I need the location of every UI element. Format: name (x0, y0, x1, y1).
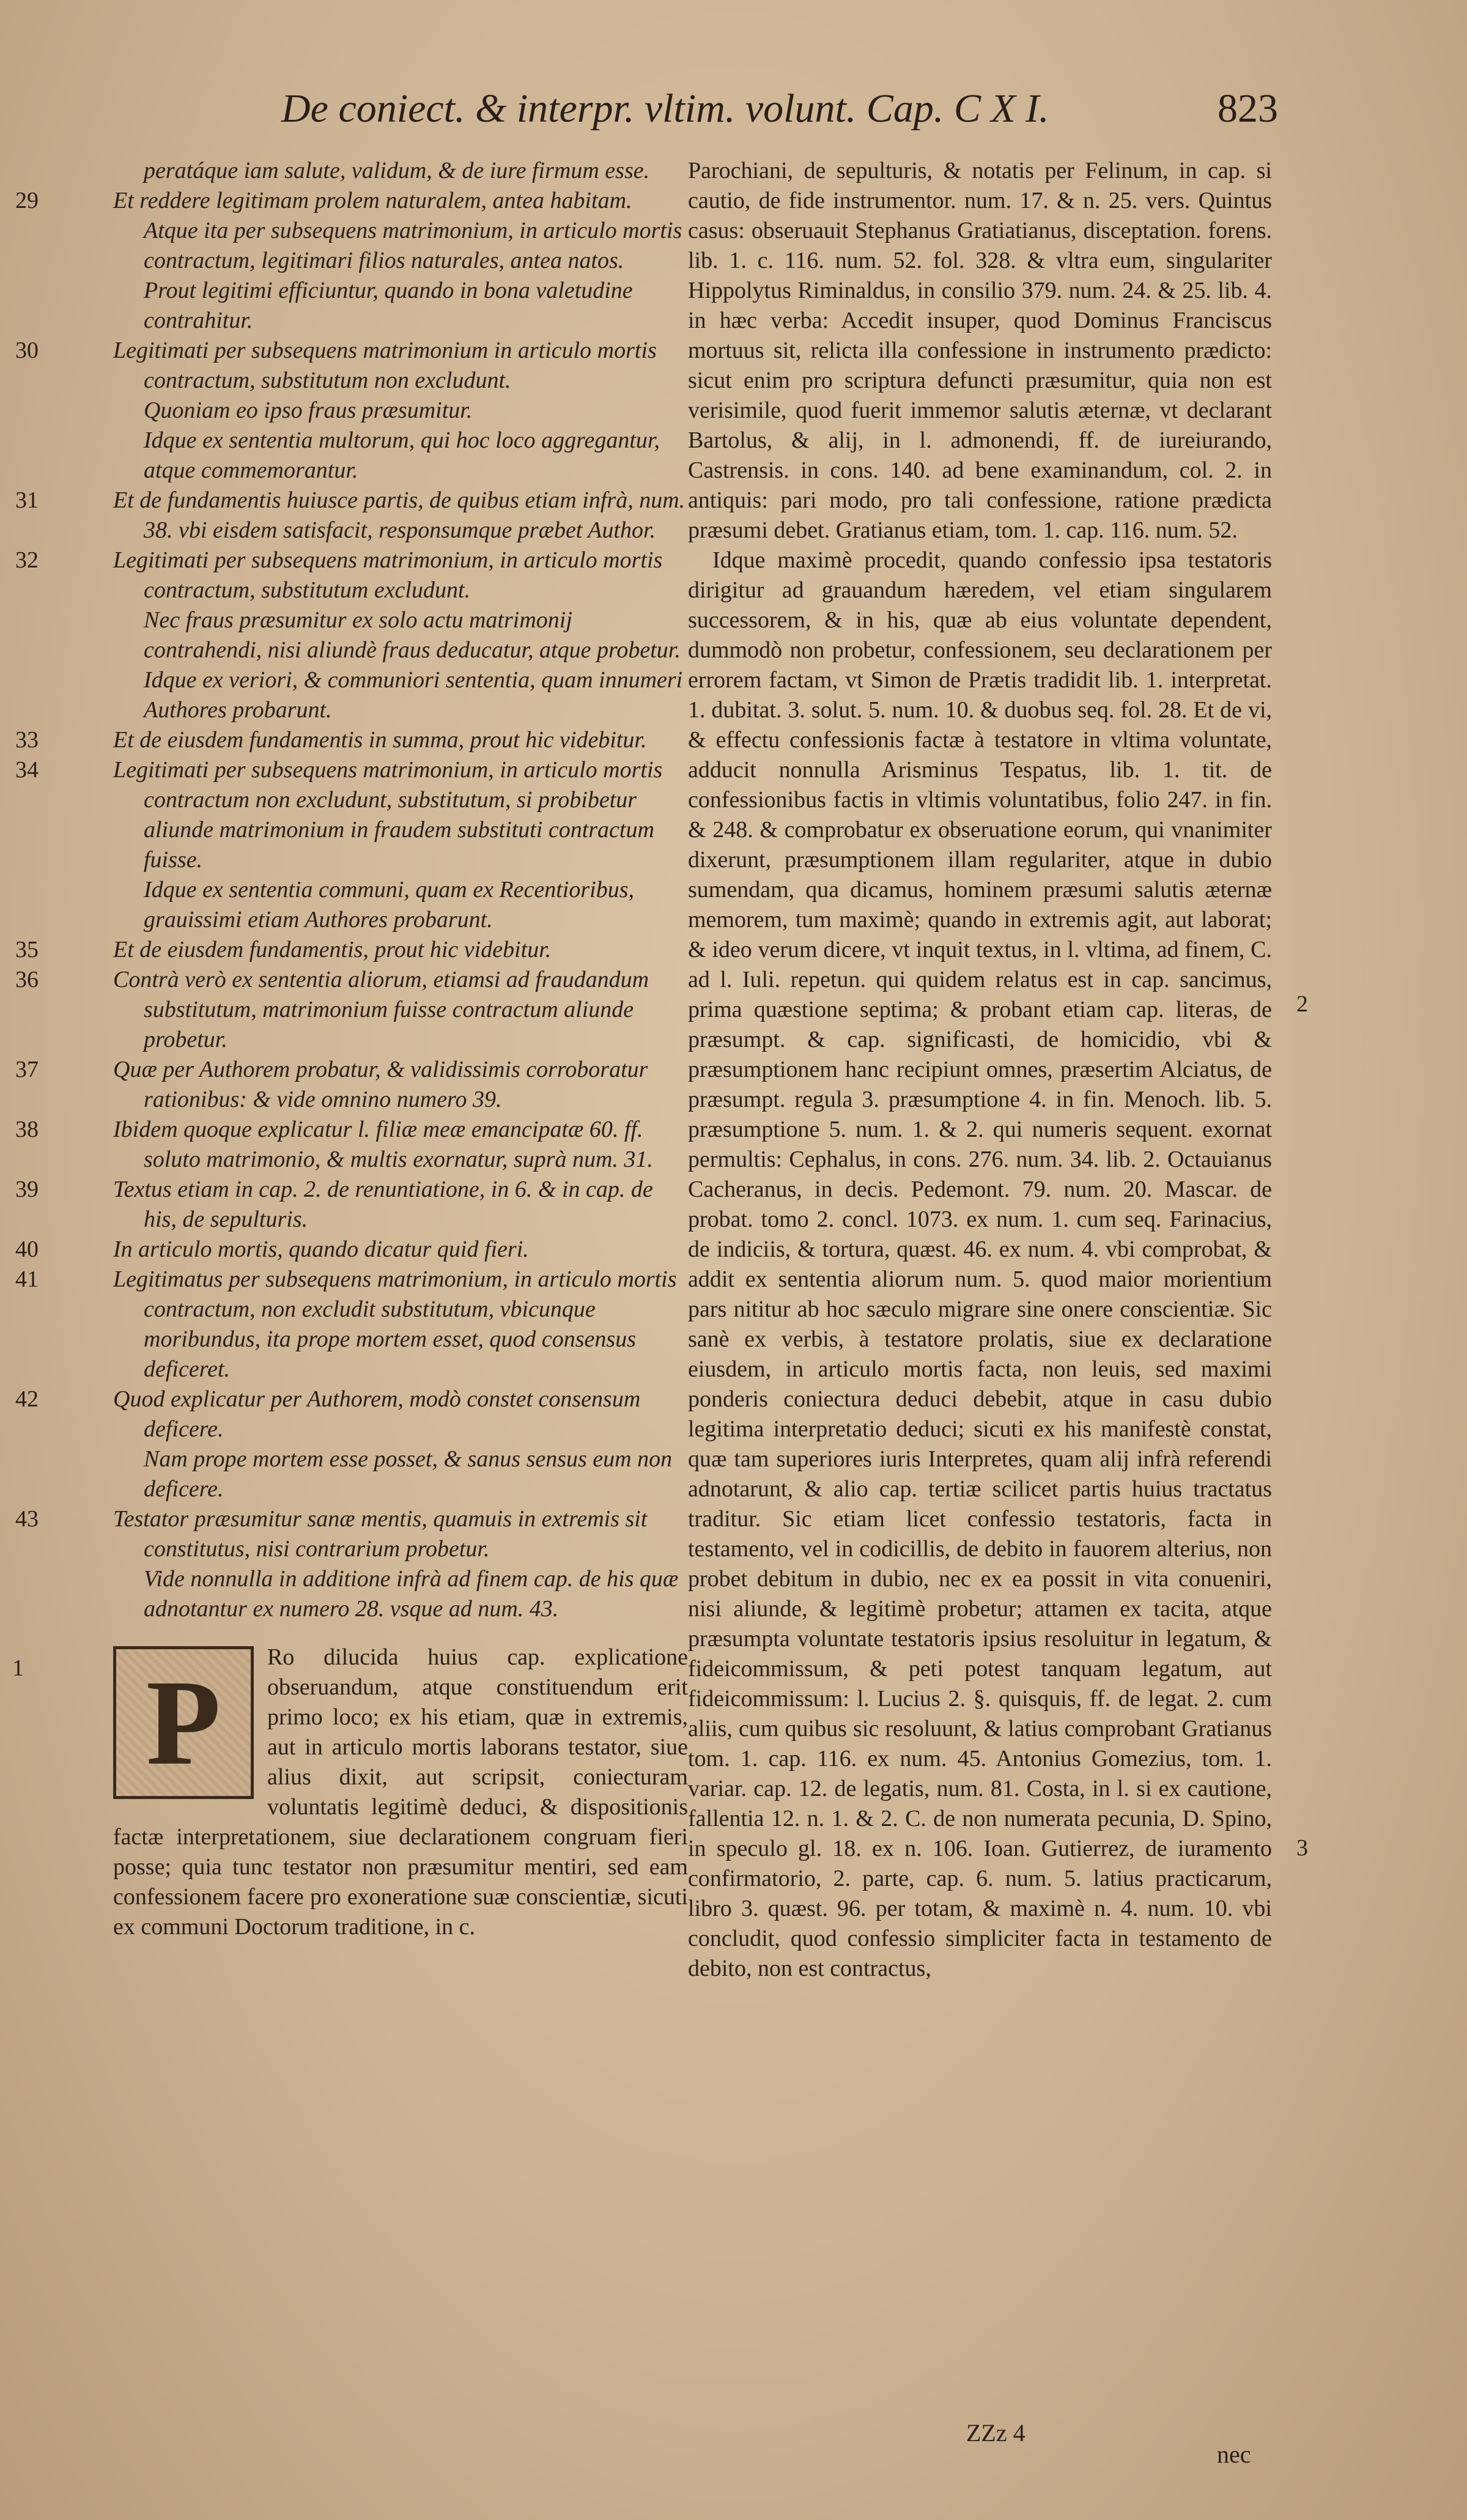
summary-text: Testator præsumitur sanæ mentis, quamuis in extremis sit constitutus, nisi contrarium probetur. (113, 1506, 648, 1562)
summary-list (15, 156, 688, 1624)
summary-text: Prout legitimi efficiuntur, quando in bona valetudine contrahitur. (144, 278, 633, 333)
running-header (263, 79, 1278, 147)
catchword: nec (1217, 2441, 1251, 2468)
summary-entry: 30 Legitimati per subsequens matrimonium in articulo mortis contractum, substitutum non excludunt. (15, 338, 657, 393)
summary-entry: 40 In articulo mortis, quando dicatur quid fieri. (15, 1236, 529, 1262)
summary-entry: 38 Ibidem quoque explicatur l. filiæ meæ emancipatæ 60. ff. soluto matrimonio, & multis exornatur, suprà num. 31. (15, 1117, 653, 1172)
summary-entry: 29 Et reddere legitimam prolem naturalem, antea habitam. (15, 188, 632, 213)
summary-entry: 43 Testator præsumitur sanæ mentis, quamuis in extremis sit constitutus, nisi contrarium probetur. (15, 1506, 648, 1562)
summary-entry: 42 Quod explicatur per Authorem, modò constet consensum deficere. (15, 1386, 641, 1442)
summary-entry: 37 Quæ per Authorem probatur, & validissimis corroboratur rationibus: & vide omnino numero 39. (15, 1057, 648, 1112)
body-paragraph: Parochiani, de sepulturis, & notatis per Felinum, in cap. si cautio, de fide instrumentor. num. 17. & n. 25. vers. Quintus casus: obseruauit Stephanus Gratiatianus, disceptation. forens. lib. 1. c. 116. num. 52. fol. 328. & vltra eum, singulariter Hippolytus Riminaldus, in consilio 379. num. 24. & 25. lib. 4. in hæc verba: Accedit insuper, quod Dominus Franciscus mortuus sit, relicta illa confessione in instrumento prædicto: sicut enim pro scriptura defuncti præsumitur, quia non est verisimile, quod fuerit immemor salutis æternæ, vt declarant Bartolus, & alij, in l. admonendi, ff. de iureiurando, Castrensis. in cons. 140. ad bene examinandum, col. 2. in antiquis: pari modo, pro tali confessione, ratione prædicta præsumi debet. Gratianus etiam, tom. 1. cap. 116. num. 52. (688, 158, 1272, 543)
summary-entry: 32 Legitimati per subsequens matrimonium, in articulo mortis contractum, substitutum excludunt. (15, 547, 663, 603)
left-column (12, 156, 688, 1942)
summary-entry (113, 605, 688, 665)
margin-number: 2 (1296, 991, 1308, 1017)
summary-entry: 31 Et de fundamentis huiusce partis, de quibus etiam infrà, num. 38. vbi eisdem satisfacit, responsumque præbet Author. (15, 487, 685, 543)
summary-text: Et de eiusdem fundamentis in summa, prout hic videbitur. (113, 727, 647, 753)
summary-entry (113, 426, 688, 486)
summary-text: Vide nonnulla in additione infrà ad finem cap. de his quæ adnotantur ex numero 28. vsque ad num. 43. (144, 1566, 679, 1622)
signature-mark: ZZz 4 (966, 2419, 1025, 2447)
summary-text: Ibidem quoque explicatur l. filiæ meæ emancipatæ 60. ff. soluto matrimonio, & multis exornatur, suprà num. 31. (113, 1117, 653, 1172)
summary-text: Idque ex veriori, & communiori sententia, quam innumeri Authores probarunt. (144, 667, 683, 723)
summary-entry: 36 Contrà verò ex sententia aliorum, etiamsi ad fraudandum substitutum, matrimonium fuisse contractum aliunde probetur. (15, 967, 649, 1052)
summary-text: Legitimati per subsequens matrimonium in articulo mortis contractum, substitutum non excludunt. (113, 338, 657, 393)
summary-text: Nam prope mortem esse posset, & sanus sensus eum non deficere. (144, 1446, 673, 1502)
summary-entry (113, 1444, 688, 1504)
summary-text: Atque ita per subsequens matrimonium, in articulo mortis contractum, legitimari filios naturales, antea natos. (144, 218, 682, 273)
summary-text: Nec fraus præsumitur ex solo actu matrimonij contrahendi, nisi aliundè fraus deducatur, atque probetur. (144, 607, 681, 663)
summary-text: Et de eiusdem fundamentis, prout hic videbitur. (113, 937, 552, 963)
summary-text: Contrà verò ex sententia aliorum, etiamsi ad fraudandum substitutum, matrimonium fuisse contractum aliunde probetur. (113, 967, 649, 1052)
margin-number: 3 (1296, 1835, 1308, 1861)
body-paragraph: Ro dilucida huius cap. explicatione obseruandum, atque constituendum erit primo loco; ex his etiam, quæ in extremis, aut in articulo mortis laborans testator, siue alius dixit, aut scripsit, coniecturam voluntatis legitimè deduci, & dispositionis factæ interpretationem, siue declarationem congruam fieri posse; quia tunc testator non præsumitur mentiri, sed eam confessionem facere pro exoneratione suæ conscientiæ, sicuti ex communi Doctorum traditione, in c. (113, 1644, 688, 1940)
summary-text: Quoniam eo ipso fraus præsumitur. (144, 397, 473, 423)
summary-text: Legitimati per subsequens matrimonium, in articulo mortis contractum, substitutum excludunt. (113, 547, 663, 603)
summary-text: Textus etiam in cap. 2. de renuntiatione, in 6. & in cap. de his, de sepulturis. (113, 1177, 653, 1232)
margin-number: 1 (12, 1655, 24, 1681)
summary-entry (113, 665, 688, 725)
right-column (688, 156, 1308, 1984)
summary-text: Et reddere legitimam prolem naturalem, antea habitam. (113, 188, 632, 213)
summary-entry: 41 Legitimatus per subsequens matrimonium, in articulo mortis contractum, non excludit substitutum, vbicunque moribundus, ita prope mortem esset, quod consensus deficeret. (15, 1266, 677, 1382)
body-paragraph: Idque maximè procedit, quando confessio ipsa testatoris dirigitur ad grauandum hæredem, vel etiam singularem successorem, & in his, quæ ab eius voluntate dependent, dummodò non probetur, confessionem, seu declarationem per errorem factam, vt Simon de Prætis tradidit lib. 1. interpretat. 1. dubitat. 3. solut. 5. num. 10. & duobus seq. fol. 28. Et de vi, & effectu confessionis factæ à testatore in vltima voluntate, adducit nonnulla Arisminus Tespatus, lib. 1. tit. de confessionibus factis in vltimis voluntatibus, folio 247. in fin. & 248. & comprobatur ex obseruatione eorum, qui vnanimiter dixerunt, præsumptionem illam regulariter, atque in dubio sumendam, qua dicamus, hominem præsumi salutis æternæ memorem, tum maximè; quando in extremis agit, aut laborat; & ideo verum dicere, vt inquit textus, in l. vltima, ad finem, C. ad l. Iuli. repetun. qui quidem relatus est in cap. sancimus, prima quæstione septima; & probant etiam cap. literas, de præsumpt. & cap. significasti, de homicidio, vbi & præsumptionem hanc recipiunt omnes, præsertim Alciatus, de præsumpt. regula 3. præsumptione 4. in fin. Menoch. lib. 5. præsumptione 5. num. 1. & 2. qui numeris sequent. exornat permultis: Cephalus, in cons. 276. num. 34. lib. 2. Octauianus Cacheranus, in decis. Pedemont. 79. num. 20. Mascar. de probat. tomo 2. concl. 1073. ex num. 1. cum seq. Farinacius, de indiciis, & tortura, quæst. 46. ex num. 4. vbi comprobat, & addit ex sententia aliorum num. 5. quod maior morientium pars nititur ab hoc sæculo migrare sine onere conscientiæ. Sic sanè ex verbis, à testatore prolatis, siue ex declaratione eiusdem, in articulo mortis facta, non leuis, sed maximi ponderis coniectura deduci debebit, atque in casu dubio legitima interpretatio deduci; sicuti ex his manifestè constat, quæ tam superiores iuris Interpretes, quam alij infrà referendi adnotarunt, & alio cap. tertiæ scilicet partis huius tractatus traditur. Sic etiam licet confessio testatoris, facta in testamento, vel in codicillis, de debito in fauorem alterius, non probet debitum in dubio, nec ex ea possit in vita conueniri, nisi aliunde, & legitimè probetur; attamen ex tacita, atque præsumpta voluntate testatoris ipsius resoluitur in legatum, & fideicommissum, & peti potest tanquam legatum, aut fideicommissum: l. Lucius 2. §. quisquis, ff. de legat. 2. cum aliis, cum quibus sic resoluunt, & latius comprobant Gratianus tom. 1. cap. 116. ex num. 45. Antonius Gomezius, tom. 1. variar. cap. 12. de legatis, num. 81. Costa, in l. si ex cautione, fallentia 12. n. 1. & 2. C. de non numerata pecunia, D. Spino, in speculo gl. 18. ex n. 106. Ioan. Gutierrez, de iuramento confirmatorio, 2. parte, cap. 6. num. 5. latius practicarum, libro 3. quæst. 96. per totam, & maximè n. 4. num. 10. vbi concludit, quod confessio simpliciter facta in testamento de debito, non est contractus, (688, 547, 1272, 1981)
summary-text: peratáque iam salute, validum, & de iure firmum esse. (144, 158, 650, 183)
summary-text: In articulo mortis, quando dicatur quid fieri. (113, 1236, 529, 1262)
summary-entry (113, 875, 688, 935)
summary-text: Idque ex sententia multorum, qui hoc loco aggregantur, atque commemorantur. (144, 427, 660, 483)
decorated-initial: P (113, 1646, 254, 1799)
summary-text: Et de fundamentis huiusce partis, de quibus etiam infrà, num. 38. vbi eisdem satisfacit, responsumque præbet Author. (113, 487, 685, 543)
left-body (12, 1642, 688, 1942)
summary-text: Idque ex sententia communi, quam ex Recentioribus, grauissimi etiam Authores probarunt. (144, 877, 634, 933)
summary-entry: 34 Legitimati per subsequens matrimonium, in articulo mortis contractum non excludunt, substitutum, si probibetur aliunde matrimonium in fraudem substituti contractum fuisse. (15, 757, 663, 873)
summary-entry (113, 396, 688, 426)
summary-text: Legitimati per subsequens matrimonium, in articulo mortis contractum non excludunt, substitutum, si probibetur aliunde matrimonium in fraudem substituti contractum fuisse. (113, 757, 663, 873)
summary-entry (113, 1564, 688, 1624)
page-number: 823 (1218, 86, 1278, 131)
summary-entry (113, 276, 688, 336)
summary-text: Legitimatus per subsequens matrimonium, in articulo mortis contractum, non excludit substitutum, vbicunque moribundus, ita prope mortem esset, quod consensus deficeret. (113, 1266, 677, 1382)
summary-entry (113, 216, 688, 276)
summary-entry: 35 Et de eiusdem fundamentis, prout hic videbitur. (15, 937, 552, 963)
summary-text: Quæ per Authorem probatur, & validissimis corroboratur rationibus: & vide omnino numero 39. (113, 1057, 648, 1112)
summary-entry (113, 156, 688, 186)
summary-entry: 39 Textus etiam in cap. 2. de renuntiatione, in 6. & in cap. de his, de sepulturis. (15, 1177, 653, 1232)
summary-entry: 33 Et de eiusdem fundamentis in summa, prout hic videbitur. (15, 727, 647, 753)
running-title: De coniect. & interpr. vltim. volunt. Cap. C X I. (281, 86, 1049, 131)
summary-text: Quod explicatur per Authorem, modò constet consensum deficere. (113, 1386, 641, 1442)
